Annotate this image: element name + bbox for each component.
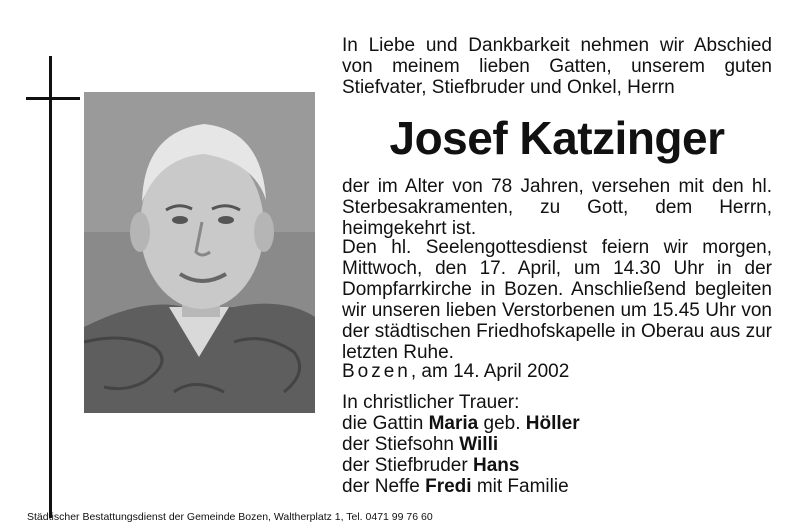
mourners-list [342,392,580,497]
mourner-stepbrother [342,455,580,476]
mourner-name: Willi [459,434,499,455]
mourner-nephew [342,476,580,497]
mourner-relation: der Neffe [342,476,426,497]
mourner-surname: Höller [525,413,580,434]
funeral-service-text: Den hl. Seelengottesdienst feiern wir morgen, Mittwoch, den 17. April, um 14.30 Uhr in der Dompfarrkirche in Bozen. Anschließend begleiten wir unseren lieben Verstorbenen um 15.45 Uhr von der städtischen Friedhofskapelle in Oberau aus zur letzten Ruhe. [342,237,772,363]
deceased-name: Josef Katzinger [389,112,725,164]
death-notice-text: der im Alter von 78 Jahren, versehen mit den hl. Sterbesakramenten, zu Gott, dem Herrn, heimgekehrt ist. [342,176,772,239]
intro-text: In Liebe und Dankbarkeit nehmen wir Abschied von meinem lieben Gatten, unserem guten Stiefvater, Stiefbruder und Onkel, Herrn [342,35,772,98]
mourner-name: Fredi [425,476,472,497]
mourner-name: Maria [428,413,479,434]
mourner-note: mit Familie [471,476,569,497]
date-text: , am 14. April 2002 [410,361,570,382]
mourner-note: geb. [478,413,526,434]
mourners-heading: In christlicher Trauer: [342,392,520,413]
cross-icon [49,56,52,518]
portrait-photo [84,92,315,413]
mourner-name: Hans [472,455,520,476]
place-name: Bozen [342,361,411,382]
place-date [342,361,569,382]
funeral-service-footer: Städtischer Bestattungsdienst der Gemeinde Bozen, Waltherplatz 1, Tel. 0471 99 76 60 [27,511,433,523]
mourner-wife [342,413,580,434]
mourner-relation: die Gattin [342,413,429,434]
cross-icon-bar [26,97,80,100]
mourner-relation: der Stiefsohn [342,434,460,455]
mourner-stepson [342,434,580,455]
mourner-relation: der Stiefbruder [342,455,473,476]
